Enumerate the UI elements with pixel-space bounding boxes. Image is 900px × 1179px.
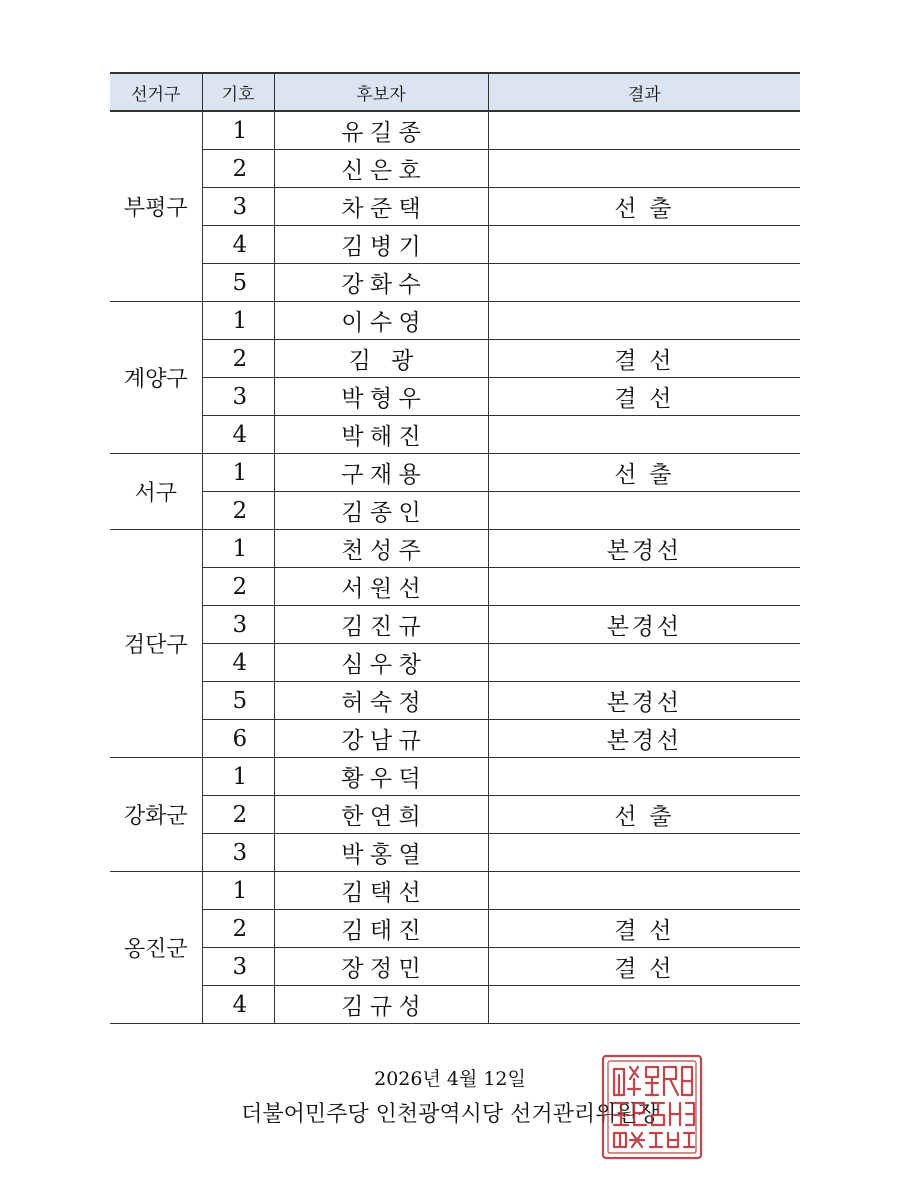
candidate-name: 황우덕 (274, 758, 488, 796)
candidate-name: 서원선 (274, 568, 488, 606)
candidate-name: 김택선 (274, 872, 488, 910)
candidate-name: 김종인 (274, 492, 488, 530)
candidate-result (488, 150, 800, 188)
candidate-number: 2 (202, 910, 274, 948)
issuing-organization: 더불어민주당 인천광역시당 선거관리위원장 (241, 1102, 659, 1127)
candidate-result: 선 출 (488, 796, 800, 834)
official-seal-stamp (600, 1053, 704, 1161)
candidate-result (488, 416, 800, 454)
candidate-number: 5 (202, 264, 274, 302)
candidate-result (488, 834, 800, 872)
candidate-number: 1 (202, 872, 274, 910)
candidate-name: 유길종 (274, 111, 488, 150)
district-name: 검단구 (110, 530, 202, 758)
candidate-result (488, 264, 800, 302)
table-row (110, 188, 800, 226)
table-row (110, 454, 800, 492)
candidate-number: 1 (202, 302, 274, 340)
candidate-result: 선 출 (488, 188, 800, 226)
table-row (110, 340, 800, 378)
candidate-result: 결 선 (488, 948, 800, 986)
table-row (110, 416, 800, 454)
candidate-number: 3 (202, 606, 274, 644)
candidate-result (488, 568, 800, 606)
table-row (110, 910, 800, 948)
candidate-name: 장정민 (274, 948, 488, 986)
candidate-result: 선 출 (488, 454, 800, 492)
candidate-name: 차준택 (274, 188, 488, 226)
candidate-number: 1 (202, 454, 274, 492)
candidate-name: 김병기 (274, 226, 488, 264)
candidate-name: 박형우 (274, 378, 488, 416)
candidate-name: 신은호 (274, 150, 488, 188)
candidate-number: 1 (202, 758, 274, 796)
candidate-result: 결 선 (488, 340, 800, 378)
candidate-result (488, 986, 800, 1024)
table-row (110, 986, 800, 1024)
candidate-result (488, 492, 800, 530)
candidate-name: 구재용 (274, 454, 488, 492)
district-name: 서구 (110, 454, 202, 530)
candidate-result: 결 선 (488, 910, 800, 948)
table-header-row (110, 73, 800, 111)
candidate-result: 본경선 (488, 530, 800, 568)
table-row (110, 644, 800, 682)
header-number: 기호 (202, 73, 274, 111)
candidate-result (488, 644, 800, 682)
candidate-result: 본경선 (488, 720, 800, 758)
candidate-name: 김규성 (274, 986, 488, 1024)
candidate-number: 6 (202, 720, 274, 758)
candidate-number: 3 (202, 948, 274, 986)
candidate-name: 김 광 (274, 340, 488, 378)
header-candidate: 후보자 (274, 73, 488, 111)
candidate-result (488, 758, 800, 796)
results-table (110, 72, 800, 1024)
header-result: 결과 (488, 73, 800, 111)
candidate-result (488, 111, 800, 150)
candidate-number: 3 (202, 378, 274, 416)
table-row (110, 302, 800, 340)
candidate-name: 천성주 (274, 530, 488, 568)
table-row (110, 948, 800, 986)
table-row (110, 492, 800, 530)
table-row (110, 530, 800, 568)
table-row (110, 606, 800, 644)
candidate-result: 본경선 (488, 606, 800, 644)
candidate-name: 심우창 (274, 644, 488, 682)
district-name: 계양구 (110, 302, 202, 454)
table-row (110, 111, 800, 150)
table-row (110, 568, 800, 606)
table-row (110, 226, 800, 264)
candidate-result: 본경선 (488, 682, 800, 720)
candidate-number: 2 (202, 150, 274, 188)
announcement-date: 2026년 4월 12일 (374, 1068, 526, 1090)
candidate-number: 2 (202, 568, 274, 606)
district-name: 강화군 (110, 758, 202, 872)
table-row (110, 796, 800, 834)
table-row (110, 758, 800, 796)
table-row (110, 264, 800, 302)
candidate-name: 김진규 (274, 606, 488, 644)
table-row (110, 872, 800, 910)
district-name: 부평구 (110, 111, 202, 302)
candidate-number: 1 (202, 111, 274, 150)
header-district: 선거구 (110, 73, 202, 111)
candidate-number: 4 (202, 416, 274, 454)
candidate-number: 4 (202, 986, 274, 1024)
candidate-number: 5 (202, 682, 274, 720)
candidate-name: 김태진 (274, 910, 488, 948)
table-row (110, 378, 800, 416)
candidate-number: 4 (202, 226, 274, 264)
table-row (110, 682, 800, 720)
candidate-name: 한연희 (274, 796, 488, 834)
candidate-name: 강남규 (274, 720, 488, 758)
candidate-result (488, 302, 800, 340)
candidate-number: 4 (202, 644, 274, 682)
candidate-name: 허숙정 (274, 682, 488, 720)
candidate-number: 2 (202, 340, 274, 378)
candidate-name: 이수영 (274, 302, 488, 340)
candidate-result: 결 선 (488, 378, 800, 416)
candidate-number: 3 (202, 834, 274, 872)
candidate-number: 2 (202, 492, 274, 530)
table-row (110, 834, 800, 872)
table-row (110, 150, 800, 188)
candidate-number: 1 (202, 530, 274, 568)
table-row (110, 720, 800, 758)
candidate-result (488, 872, 800, 910)
candidate-number: 3 (202, 188, 274, 226)
candidate-number: 2 (202, 796, 274, 834)
candidate-name: 박홍열 (274, 834, 488, 872)
candidate-name: 박해진 (274, 416, 488, 454)
candidate-result (488, 226, 800, 264)
candidate-name: 강화수 (274, 264, 488, 302)
district-name: 옹진군 (110, 872, 202, 1024)
results-body (110, 111, 800, 1024)
